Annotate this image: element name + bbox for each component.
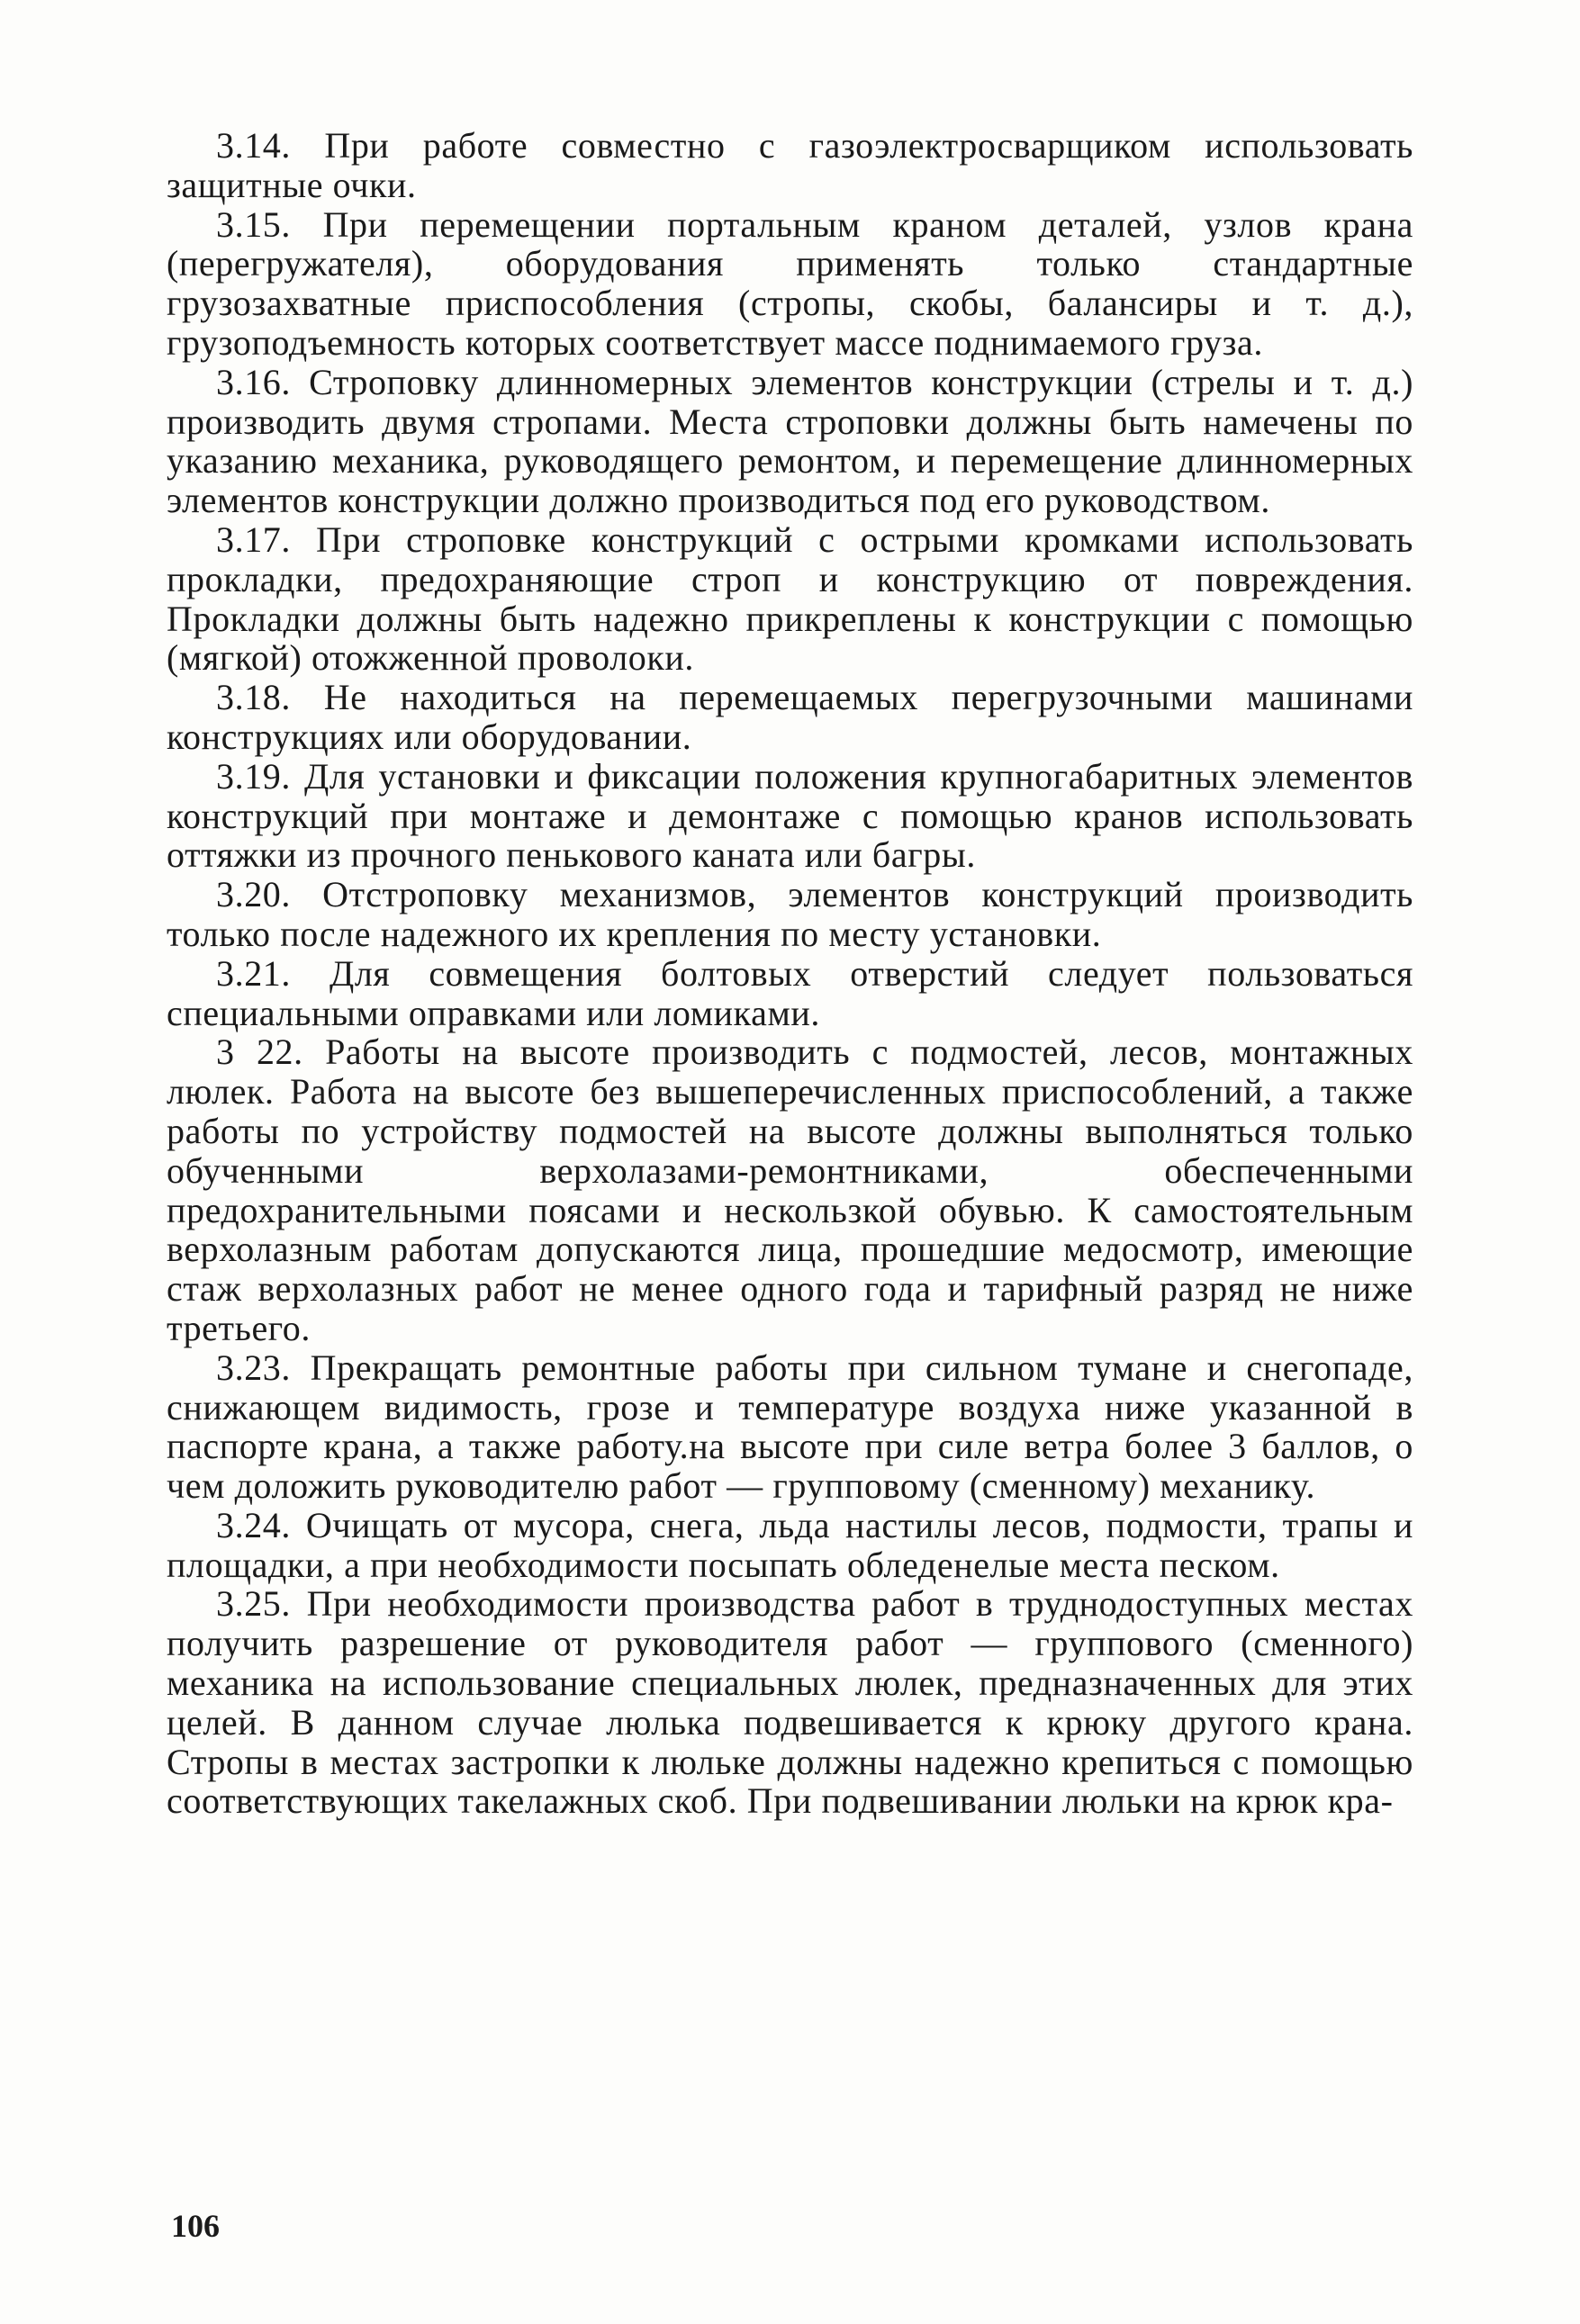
paragraph-3-20: 3.20. Отстроповку механизмов, элементов конструкций производить только после надежного их крепления по месту установки. <box>167 874 1413 954</box>
paragraph-3-14: 3.14. При работе совместно с газоэлектросварщиком использовать защитные очки. <box>167 125 1413 205</box>
paragraph-3-24: 3.24. Очищать от мусора, снега, льда настилы лесов, подмости, трапы и площадки, а при необходимости посыпать обледенелые места песком. <box>167 1504 1413 1585</box>
paragraph-3-23: 3.23. Прекращать ремонтные работы при сильном тумане и снегопаде, снижающем видимость, грозе и температуре воздуха ниже указанной в паспорте крана, а также работу.на высоте при силе ветра более 3 баллов, о чем доложить руководителю работ — групповому (сменному) механику. <box>167 1347 1413 1507</box>
paragraph-3-17: 3.17. При строповке конструкций с острыми кромками использовать прокладки, предохраняющие строп и конструкцию от повреждения. Прокладки должны быть надежно прикреплены к конструкции с помощью (мягкой) отожженной проволоки. <box>167 518 1413 679</box>
paragraph-3-18: 3.18. Не находиться на перемещаемых перегрузочными машинами конструкциях или оборудовании. <box>167 677 1413 757</box>
paragraph-3-15: 3.15. При перемещении портальным краном деталей, узлов крана (перегружателя), оборудования применять только стандартные грузозахватные приспособления (стропы, скобы, балансиры и т. д.), грузоподъемность которых соответствует массе поднимаемого груза. <box>167 203 1413 363</box>
paragraph-3-16: 3.16. Строповку длинномерных элементов конструкции (стрелы и т. д.) производить двумя стропами. Места строповки должны быть намечены по указанию механика, руководящего ремонтом, и перемещение длинномерных элементов конструкции должно производиться под его руководством. <box>167 361 1413 521</box>
paragraph-3-19: 3.19. Для установки и фиксации положения крупногабаритных элементов конструкций при монтаже и демонтаже с помощью кранов использовать оттяжки из прочного пенькового каната или багры. <box>167 755 1413 876</box>
body-text <box>167 126 1413 1821</box>
paragraph-3-25: 3.25. При необходимости производства работ в труднодоступных местах получить разрешение от руководителя работ — группового (сменного) механика на использование специальных люлек, предназначенных для этих целей. В данном случае люлька подвешивается к крюку другого крана. Стропы в местах застропки к люльке должны надежно крепиться с помощью соответствующих такелажных скоб. При подвешивании люльки на крюк кра- <box>167 1583 1413 1822</box>
paragraph-3-22: 3 22. Работы на высоте производить с подмостей, лесов, монтажных люлек. Работа на высоте без вышеперечисленных приспособлений, а также работы по устройству подмостей на высоте должны выполняться только обученными верхолазами-ремонтниками, обеспеченными предохранительными поясами и нескользкой обувью. К самостоятельным верхолазным работам допускаются лица, прошедшие медосмотр, имеющие стаж верхолазных работ не менее одного года и тарифный разряд не ниже третьего. <box>167 1031 1413 1348</box>
paragraph-3-21: 3.21. Для совмещения болтовых отверстий следует пользоваться специальными оправками или ломиками. <box>167 952 1413 1033</box>
page-number: 106 <box>171 2208 220 2244</box>
